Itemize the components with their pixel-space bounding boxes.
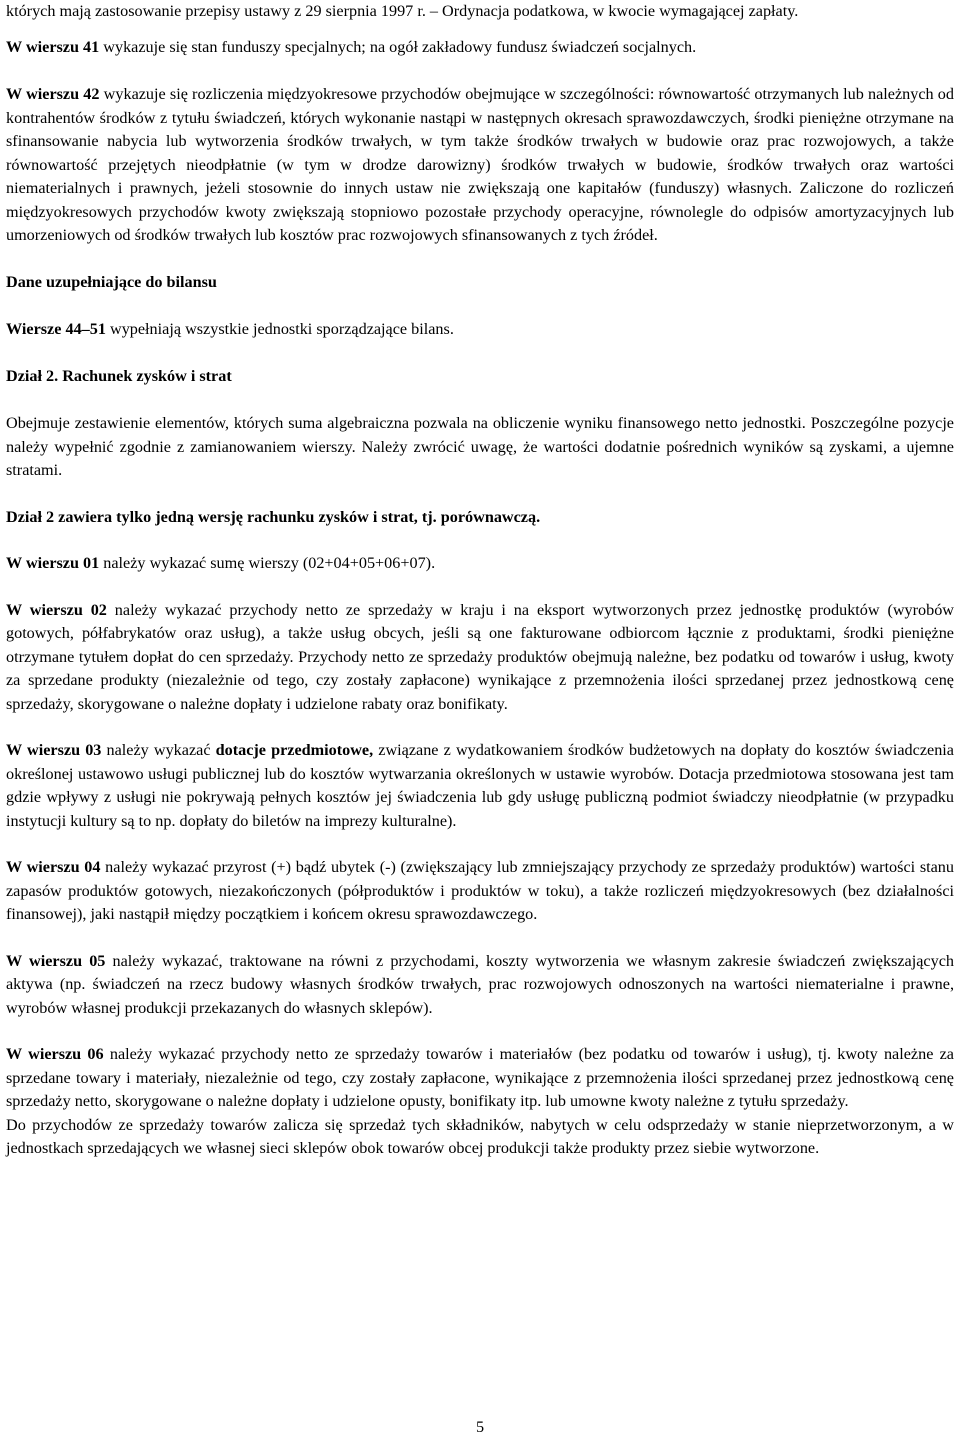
- row-04-lead: W wierszu 04: [6, 858, 101, 876]
- row-41-lead: W wierszu 41: [6, 37, 100, 56]
- row-01-text: należy wykazać sumę wierszy (02+04+05+06+07).: [99, 554, 436, 572]
- row-03-bold-term: dotacje przedmiotowe,: [215, 741, 374, 759]
- document-page: [6, 0, 954, 1161]
- paragraph-row-06-continued: Do przychodów ze sprzedaży towarów zalicza się sprzedaż tych składników, nabytych w celu odsprzedaży w stanie nieprzetworzonym, a w jednostkach sprzedających we własnej sieci sklepów obok towarów obcej produkcji także produkty przez siebie wytworzone.: [6, 1115, 954, 1157]
- paragraph-row-06: [6, 1043, 954, 1114]
- row-05-lead: W wierszu 05: [6, 951, 106, 970]
- heading-supplementary-data: Dane uzupełniające do bilansu: [6, 272, 217, 291]
- row-04-text: należy wykazać przyrost (+) bądź ubytek (-) (zwiększający lub zmniejszający przychody ze sprzedaży produktów) wartości stanu zapasów produktów gotowych, niezakończonych (półproduktów i produktów w toku), a także rozliczeń międzyokresowych (bez działalności finansowej), jaki nastąpił między początkiem i końcem okresu sprawozdawczego.: [6, 858, 954, 923]
- paragraph-intro: których mają zastosowanie przepisy ustawy z 29 sierpnia 1997 r. – Ordynacja podatkowa, w kwocie wymagającej zapłaty.: [6, 2, 799, 20]
- row-06-lead: W wierszu 06: [6, 1045, 104, 1063]
- page-number: 5: [475, 1418, 485, 1436]
- row-41-text: wykazuje się stan funduszy specjalnych; na ogół zakładowy fundusz świadczeń socjalnych.: [99, 37, 697, 56]
- row-02-text: należy wykazać przychody netto ze sprzedaży w kraju i na eksport wytworzonych przez jednostkę produktów (wyrobów gotowych, półfabrykatów oraz usług), a także usług obcych, jeśli są one fakturowane odbiorcom łącznie z produktami, środki pieniężne otrzymane tytułem dopłat do cen sprzedaży. Przychody netto ze sprzedaży produktów obejmują należne, bez podatku od towarów i usług, kwoty za sprzedane produkty (niezależnie od tego, czy zostały zapłacone) wynikające z przemnożenia ilości sprzedanej przez jednostkową cenę sprzedaży, skorygowane o należne dopłaty i udzielone rabaty oraz bonifikaty.: [6, 600, 954, 713]
- rows-44-51-text: wypełniają wszystkie jednostki sporządzające bilans.: [105, 320, 454, 338]
- rows-44-51-lead: Wiersze 44–51: [6, 320, 106, 338]
- paragraph-section-2-note: Dział 2 zawiera tylko jedną wersję rachunku zysków i strat, tj. porównawczą.: [6, 507, 541, 526]
- paragraph-row-04: [6, 856, 954, 927]
- paragraph-rows-44-51: [6, 318, 954, 342]
- row-42-text: wykazuje się rozliczenia międzyokresowe przychodów obejmujące w szczególności: równowartość otrzymanych lub należnych od kontrahentów środków z tytułu świadczeń, których wykonanie nastąpi w następnych okresach sprawozdawczych, środki pieniężne otrzymane na sfinansowanie nabycia lub wytworzenia środków trwałych, w tym także środków trwałych w budowie oraz prac rozwojowych, a także równowartość przejętych nieodpłatnie (w tym w drodze darowizny) środków trwałych w budowie, środków trwałych oraz wartości niematerialnych i prawnych, jeżeli stosownie do innych ustaw nie zwiększają one kapitałów (funduszy) własnych. Zaliczone do rozliczeń międzyokresowych przychodów kwoty zwiększają stopniowo pozostałe przychody operacyjne, równolegle do odpisów amortyzacyjnych lub umorzeniowych od środków trwałych lub kosztów prac rozwojowych sfinansowanych z tych źródeł.: [6, 85, 954, 244]
- row-01-lead: W wierszu 01: [6, 554, 100, 572]
- row-05-text: należy wykazać, traktowane na równi z przychodami, koszty wytworzenia we własnym zakresie świadczeń zwiększających aktywa (np. świadczeń na rzecz budowy własnych środków trwałych, prac rozwojowych odnoszonych na wartości niematerialne i prawne, wyrobów własnej produkcji przekazanych do własnych sklepów).: [6, 951, 954, 1017]
- paragraph-row-42: [6, 83, 954, 248]
- paragraph-row-05: [6, 950, 954, 1021]
- row-03-text: związane z wydatkowaniem środków budżetowych na dopłaty do kosztów świadczenia określonej ustawowo usługi publicznej lub do kosztów wytwarzania określonych w ustawie wyrobów. Dotacja przedmiotowa stosowana jest tam gdzie wpływy z usługi nie pokrywają pełnych kosztów jej świadczenia lub gdy usługę publiczną podmiot świadczy nieodpłatnie (w przypadku instytucji kultury są to np. dopłaty do biletów na imprezy kulturalne).: [6, 741, 954, 830]
- heading-section-2: Dział 2. Rachunek zysków i strat: [6, 366, 232, 385]
- paragraph-row-03: W wierszu 03 należy wykazać dotacje przedmiotowe, związane z wydatkowaniem środków budżetowych na dopłaty do kosztów świadczenia określonej ustawowo usługi publicznej lub do kosztów wytwarzania określonych w ustawie wyrobów. Dotacja przedmiotowa stosowana jest tam gdzie wpływy z usługi nie pokrywają pełnych kosztów jej świadczenia lub gdy usługę publiczną podmiot świadczy nieodpłatnie (w przypadku instytucji kultury są to np. dopłaty do biletów na imprezy kulturalne).: [6, 741, 954, 830]
- paragraph-section-2-description: Obejmuje zestawienie elementów, których suma algebraiczna pozwala na obliczenie wyniku finansowego netto jednostki. Poszczególne pozycje należy wypełnić zgodnie z zamianowaniem wierszy. Należy zwrócić uwagę, że wartości dodatnie pośrednich wyników są zyskami, a ujemne stratami.: [6, 414, 954, 479]
- row-06-text: należy wykazać przychody netto ze sprzedaży towarów i materiałów (bez podatku od towarów i usług), tj. kwoty należne za sprzedane towary i materiały, niezależnie od tego, czy zostały zapłacone, wynikające z przemnożenia ilości sprzedanej przez jednostkową cenę sprzedaży netto, skorygowane o należne dopłaty i udzielone opusty, bonifikaty itp. lub umowne kwoty należne z tytułu sprzedaży.: [6, 1045, 954, 1110]
- paragraph-row-01: [6, 552, 954, 576]
- row-03-lead: W wierszu 03: [6, 741, 102, 759]
- paragraph-row-02: [6, 599, 954, 717]
- row-42-lead: W wierszu 42: [6, 85, 100, 103]
- row-02-lead: W wierszu 02: [6, 600, 107, 619]
- paragraph-row-41: [6, 36, 954, 60]
